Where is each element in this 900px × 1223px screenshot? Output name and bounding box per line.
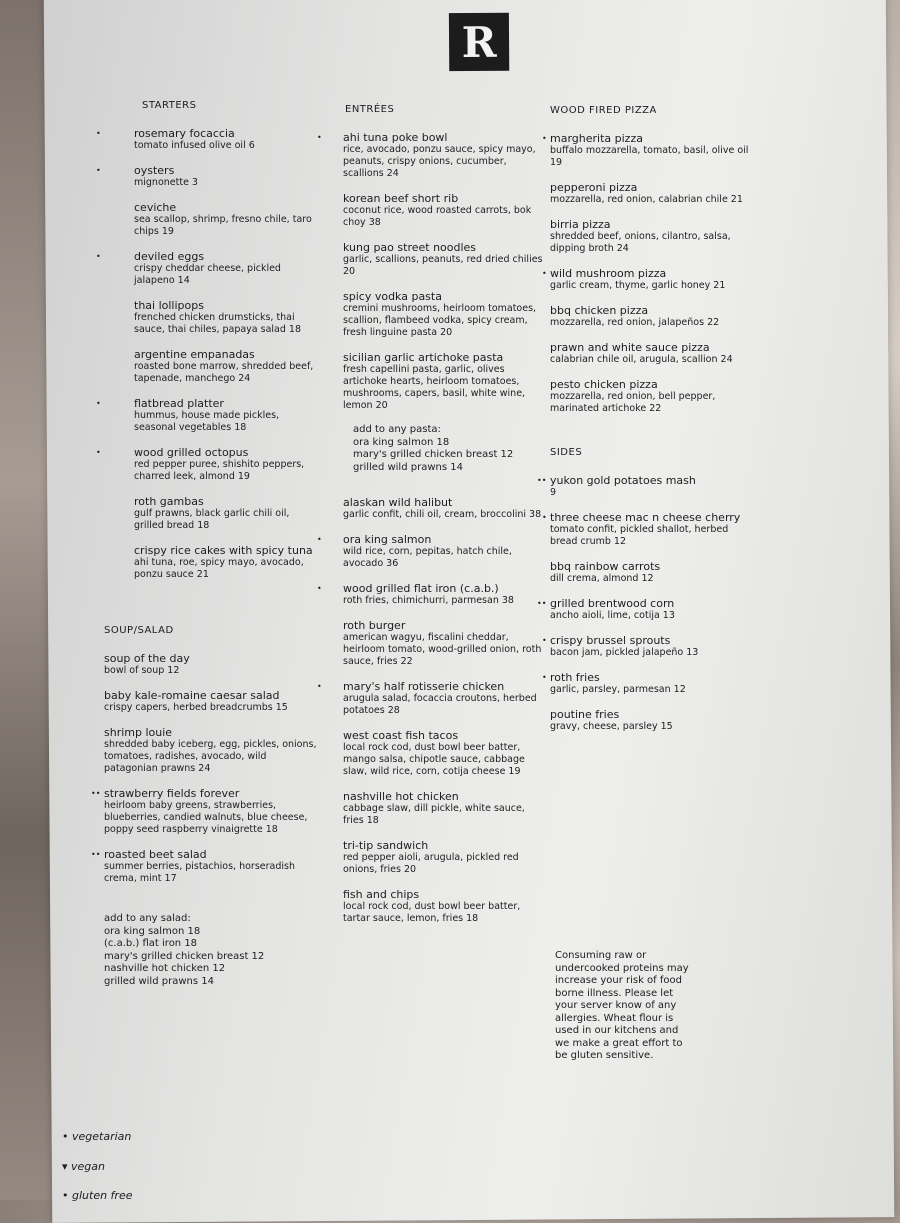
menu-item xyxy=(104,299,319,336)
menu-item-name: yukon gold potatoes mash xyxy=(550,474,696,487)
menu-item xyxy=(96,127,319,152)
menu-item-description: american wagyu, fiscalini cheddar, heirloom tomato, wood-grilled onion, roth sauce, fries 22 xyxy=(343,632,542,667)
menu-item-description: cabbage slaw, dill pickle, white sauce, fries 18 xyxy=(343,803,525,826)
menu-item xyxy=(542,511,750,548)
menu-item xyxy=(325,351,545,412)
legend-gluten-free: • gluten free xyxy=(62,1189,133,1202)
addon-item: ora king salmon 18 xyxy=(353,436,450,448)
dietary-mark: • xyxy=(542,134,547,143)
menu-item-description: bacon jam, pickled jalapeño 13 xyxy=(550,647,699,658)
menu-item-description: ancho aioli, lime, cotija 13 xyxy=(550,610,675,621)
menu-item-description: mozzarella, red onion, calabrian chile 21 xyxy=(550,194,743,205)
menu-item-description: summer berries, pistachios, horseradish crema, mint 17 xyxy=(104,861,295,884)
menu-item-description: frenched chicken drumsticks, thai sauce, thai chiles, papaya salad 18 xyxy=(134,312,302,335)
legend-vegan: ▾ vegan xyxy=(62,1160,106,1173)
addon-item: (c.a.b.) flat iron 18 xyxy=(104,938,198,949)
menu-item-description: calabrian chile oil, arugula, scallion 24 xyxy=(550,354,733,365)
menu-item-description: crispy cheddar cheese, pickled jalapeno 14 xyxy=(134,263,281,286)
menu-item-description: cremini mushrooms, heirloom tomatoes, scallion, flambeed vodka, spicy cream, fresh linguine pasta 20 xyxy=(343,303,537,338)
menu-item xyxy=(325,241,545,278)
menu-item-description: tomato infused olive oil 6 xyxy=(134,140,255,151)
soup-salad-list xyxy=(91,652,319,885)
menu-item-name: wood grilled flat iron (c.a.b.) xyxy=(343,582,499,595)
dietary-mark: • xyxy=(542,636,547,645)
menu-item-name: birria pizza xyxy=(550,218,611,231)
menu-item-description: gulf prawns, black garlic chili oil, grilled bread 18 xyxy=(134,508,290,531)
sides-heading: SIDES xyxy=(550,447,583,458)
menu-item xyxy=(537,597,750,622)
menu-item xyxy=(104,544,319,581)
menu-item xyxy=(96,164,319,189)
menu-item-description: ahi tuna, roe, spicy mayo, avocado, ponzu sauce 21 xyxy=(134,557,304,580)
dietary-mark: •• xyxy=(537,476,547,485)
menu-item-description: local rock cod, dust bowl beer batter, mango salsa, chipotle sauce, cabbage slaw, wild rice, corn, cotija cheese 19 xyxy=(343,742,525,777)
menu-item-description: heirloom baby greens, strawberries, blueberries, candied walnuts, blue cheese, poppy seed raspberry vinaigrette 18 xyxy=(104,800,308,835)
menu-item xyxy=(91,787,319,836)
menu-item-name: ceviche xyxy=(134,201,177,214)
menu-item xyxy=(550,560,750,585)
menu-item xyxy=(325,790,545,827)
column-middle xyxy=(317,104,545,937)
dietary-mark: • xyxy=(542,513,547,522)
menu-item xyxy=(550,218,750,255)
menu-item-description: sea scallop, shrimp, fresno chile, taro chips 19 xyxy=(134,214,312,237)
entrees-heading: ENTRÉES xyxy=(345,104,395,115)
menu-item-description: gravy, cheese, parsley 15 xyxy=(550,721,673,732)
menu-item-description: local rock cod, dust bowl beer batter, tartar sauce, lemon, fries 18 xyxy=(343,901,521,924)
soup-salad-heading: SOUP/SALAD xyxy=(104,625,174,636)
menu-item-name: margherita pizza xyxy=(550,132,643,145)
menu-item xyxy=(317,680,545,717)
menu-item xyxy=(317,582,545,607)
menu-item-name: baby kale-romaine caesar salad xyxy=(104,689,280,702)
starters-list xyxy=(96,127,319,581)
addon-item: nashville hot chicken 12 xyxy=(104,963,226,974)
menu-item-name: west coast fish tacos xyxy=(343,729,459,742)
menu-item xyxy=(104,348,319,385)
dietary-mark: • xyxy=(542,673,547,682)
dietary-mark: • xyxy=(96,129,101,138)
menu-item xyxy=(550,304,750,329)
menu-item-name: pesto chicken pizza xyxy=(550,378,658,391)
menu-item-description: roasted bone marrow, shredded beef, tapenade, manchego 24 xyxy=(134,361,314,384)
menu-item xyxy=(317,131,545,180)
dietary-mark: •• xyxy=(91,789,101,798)
menu-item xyxy=(325,290,545,339)
menu-item-description: shredded baby iceberg, egg, pickles, onions, tomatoes, radishes, avocado, wild patagonian prawns 24 xyxy=(104,739,317,774)
menu-item-name: soup of the day xyxy=(104,652,190,665)
menu-item-name: wild mushroom pizza xyxy=(550,267,667,280)
menu-item-name: bbq chicken pizza xyxy=(550,304,649,317)
menu-item xyxy=(325,729,545,778)
menu-item-description: mozzarella, red onion, jalapeños 22 xyxy=(550,317,720,328)
menu-item-name: rosemary focaccia xyxy=(134,127,235,140)
dietary-mark: • xyxy=(96,399,101,408)
menu-item-description: shredded beef, onions, cilantro, salsa, dipping broth 24 xyxy=(550,231,731,254)
menu-item-name: roth gambas xyxy=(134,495,204,508)
dietary-mark: • xyxy=(96,448,101,457)
menu-item-description: wild rice, corn, pepitas, hatch chile, avocado 36 xyxy=(343,546,512,569)
menu-item-name: nashville hot chicken xyxy=(343,790,459,803)
pizza-list xyxy=(542,132,750,415)
menu-item-description: roth fries, chimichurri, parmesan 38 xyxy=(343,595,514,606)
menu-item xyxy=(325,839,545,876)
soup-salad-section xyxy=(91,625,319,988)
menu-item-name: roth fries xyxy=(550,671,600,684)
addon-item: mary's grilled chicken breast 12 xyxy=(353,449,514,460)
menu-item-description: tomato confit, pickled shallot, herbed bread crumb 12 xyxy=(550,524,729,547)
pizza-heading: WOOD FIRED PIZZA xyxy=(550,105,657,116)
menu-item-name: kung pao street noodles xyxy=(343,241,477,254)
menu-item-description: coconut rice, wood roasted carrots, bok choy 38 xyxy=(343,205,532,228)
dietary-mark: • xyxy=(317,584,322,593)
menu-item xyxy=(104,201,319,238)
menu-item-name: three cheese mac n cheese cherry xyxy=(550,511,741,524)
menu-item xyxy=(542,634,750,659)
menu-item-name: prawn and white sauce pizza xyxy=(550,341,710,354)
menu-item xyxy=(325,619,545,668)
menu-item-name: alaskan wild halibut xyxy=(343,496,453,509)
menu-item-name: korean beef short rib xyxy=(343,192,459,205)
menu-item xyxy=(325,496,545,521)
menu-item xyxy=(325,192,545,229)
pasta-addon-title: add to any pasta: xyxy=(353,424,441,435)
menu-item xyxy=(325,888,545,925)
menu-item xyxy=(96,446,319,483)
entrees-list-2 xyxy=(317,496,545,925)
menu-item-description: rice, avocado, ponzu sauce, spicy mayo, peanuts, crispy onions, cucumber, scallions 24 xyxy=(343,144,536,179)
menu-item-name: grilled brentwood corn xyxy=(550,597,675,610)
menu-item-name: pepperoni pizza xyxy=(550,181,638,194)
menu-item xyxy=(104,495,319,532)
entrees-list xyxy=(317,131,545,412)
dietary-mark: •• xyxy=(537,599,547,608)
menu-item xyxy=(550,341,750,366)
menu-item-description: garlic, scallions, peanuts, red dried chilies 20 xyxy=(343,254,543,277)
menu-item xyxy=(104,652,319,677)
menu-item-name: oysters xyxy=(134,164,175,177)
sides-list xyxy=(537,474,750,733)
menu-item-name: roth burger xyxy=(343,619,406,632)
menu-item xyxy=(542,132,750,169)
dietary-mark: • xyxy=(317,535,322,544)
menu-item-description: 9 xyxy=(550,487,557,498)
menu-item xyxy=(96,250,319,287)
menu-item-description: mignonette 3 xyxy=(134,177,198,188)
dietary-mark: • xyxy=(317,682,322,691)
column-right xyxy=(537,105,750,745)
menu-item-name: ahi tuna poke bowl xyxy=(343,131,448,144)
menu-item-description: garlic, parsley, parmesan 12 xyxy=(550,684,686,695)
menu-item-name: deviled eggs xyxy=(134,250,205,263)
menu-item-description: bowl of soup 12 xyxy=(104,665,180,676)
menu-item-description: red pepper puree, shishito peppers, charred leek, almond 19 xyxy=(134,459,305,482)
addon-item: ora king salmon 18 xyxy=(104,925,201,937)
menu-item xyxy=(550,378,750,415)
menu-item-description: fresh capellini pasta, garlic, olives artichoke hearts, heirloom tomatoes, mushrooms, capers, basil, white wine, lemon 20 xyxy=(343,364,526,411)
menu-item xyxy=(550,181,750,206)
addon-item: grilled wild prawns 14 xyxy=(104,975,214,987)
menu-item xyxy=(91,848,319,885)
dietary-mark: • xyxy=(542,269,547,278)
legend-vegetarian: • vegetarian xyxy=(62,1130,132,1143)
starters-heading: STARTERS xyxy=(142,100,197,111)
dietary-mark: •• xyxy=(91,850,101,859)
menu-item-description: dill crema, almond 12 xyxy=(550,573,654,584)
menu-item-name: argentine empanadas xyxy=(134,348,255,361)
menu-item-description: crispy capers, herbed breadcrumbs 15 xyxy=(104,702,288,713)
menu-item-name: roasted beet salad xyxy=(104,848,207,861)
menu-item-description: mozzarella, red onion, bell pepper, marinated artichoke 22 xyxy=(550,391,716,414)
salad-addon-title: add to any salad: xyxy=(104,913,191,924)
menu-item-description: hummus, house made pickles, seasonal vegetables 18 xyxy=(134,410,280,433)
menu-item xyxy=(550,708,750,733)
dietary-mark: • xyxy=(317,133,322,142)
column-left xyxy=(91,100,319,988)
menu-item xyxy=(537,474,750,499)
menu-item-name: ora king salmon xyxy=(343,533,432,546)
menu-item xyxy=(542,671,750,696)
menu-item-description: arugula salad, focaccia croutons, herbed potatoes 28 xyxy=(343,693,537,716)
dietary-mark: • xyxy=(96,252,101,261)
pasta-addons xyxy=(353,424,545,474)
menu-item-description: red pepper aioli, arugula, pickled red onions, fries 20 xyxy=(343,852,519,875)
menu-item xyxy=(104,726,319,775)
menu-item-name: bbq rainbow carrots xyxy=(550,560,661,573)
allergy-notice: Consuming raw or undercooked proteins may increase your risk of food borne illness. Please let your server know of any allergies. Wheat flour is used in our kitchens and we make a great effort to be gluten sensitive. xyxy=(555,950,689,1061)
menu-item-name: crispy brussel sprouts xyxy=(550,634,671,647)
menu-item-name: flatbread platter xyxy=(134,397,224,410)
menu-item-name: mary's half rotisserie chicken xyxy=(343,680,505,693)
menu-item-name: shrimp louie xyxy=(104,726,173,739)
menu-item-name: poutine fries xyxy=(550,708,620,721)
menu-item-name: crispy rice cakes with spicy tuna xyxy=(134,544,313,557)
addon-item: mary's grilled chicken breast 12 xyxy=(104,950,265,962)
menu-item-name: wood grilled octopus xyxy=(134,446,249,459)
menu-item xyxy=(317,533,545,570)
menu-item-name: tri-tip sandwich xyxy=(343,839,429,852)
menu-item-name: thai lollipops xyxy=(134,299,204,312)
menu-item-name: sicilian garlic artichoke pasta xyxy=(343,351,504,364)
menu-item xyxy=(96,397,319,434)
menu-item-name: fish and chips xyxy=(343,888,420,901)
salad-addons xyxy=(104,913,319,988)
addon-item: grilled wild prawns 14 xyxy=(353,461,463,473)
menu-item xyxy=(104,689,319,714)
restaurant-logo: R xyxy=(449,13,509,71)
menu-item-name: strawberry fields forever xyxy=(104,787,240,800)
menu-item-description: buffalo mozzarella, tomato, basil, olive oil 19 xyxy=(550,145,749,168)
menu-item-description: garlic confit, chili oil, cream, broccolini 38 xyxy=(343,509,542,520)
dietary-mark: • xyxy=(96,166,101,175)
menu-item-name: spicy vodka pasta xyxy=(343,290,442,303)
menu-item xyxy=(542,267,750,292)
menu-item-description: garlic cream, thyme, garlic honey 21 xyxy=(550,280,726,291)
